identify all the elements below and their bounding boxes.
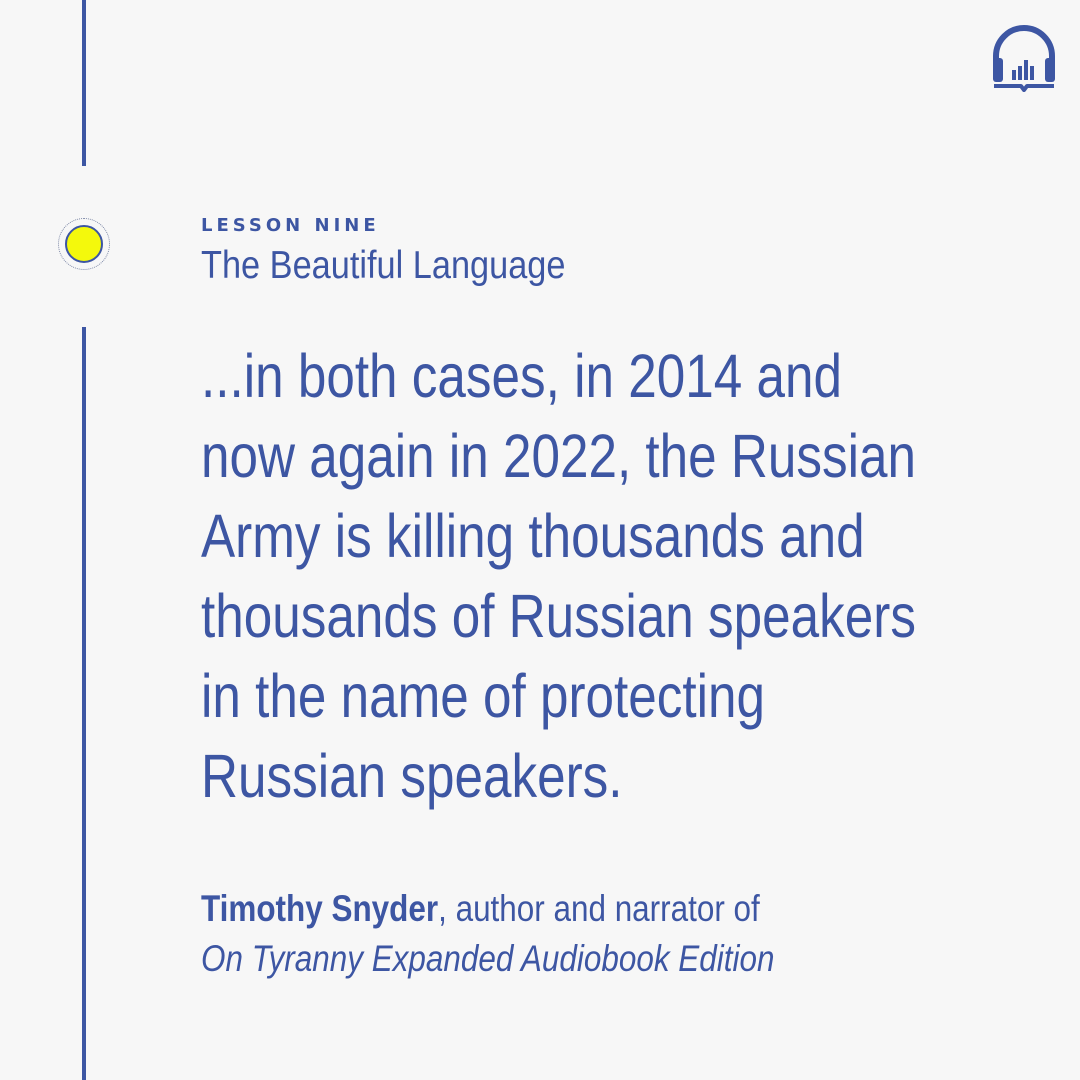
sound-bar-1 [1012,70,1016,80]
quote-text [201,336,957,816]
author-name: Timothy Snyder [201,888,439,929]
timeline-dot [58,218,110,270]
sound-bar-2 [1018,66,1022,80]
attribution [201,884,774,984]
book-title: On Tyranny Expanded Audiobook Edition [201,938,775,979]
sound-bar-4 [1030,66,1034,80]
book-base [994,86,1054,90]
quote-line: in the name of protecting [201,662,765,730]
sound-bar-3 [1024,60,1028,80]
quote-line: ...in both cases, in 2014 and [201,342,842,410]
timeline-line-bottom [82,327,86,1080]
headphones-book-svg [990,24,1058,92]
quote-line: Russian speakers. [201,742,623,810]
timeline-dot-core [65,225,103,263]
lesson-title: The Beautiful Language [201,244,566,287]
quote-line: now again in 2022, the Russian [201,422,917,490]
author-role: , author and narrator of [438,888,760,929]
headphones-book-icon [990,24,1058,92]
ear-cup-right [1045,58,1055,82]
ear-cup-left [993,58,1003,82]
quote-line: Army is killing thousands and [201,502,865,570]
timeline-line-top [82,0,86,166]
lesson-kicker: LESSON NINE [201,215,380,236]
quote-line: thousands of Russian speakers [201,582,916,650]
